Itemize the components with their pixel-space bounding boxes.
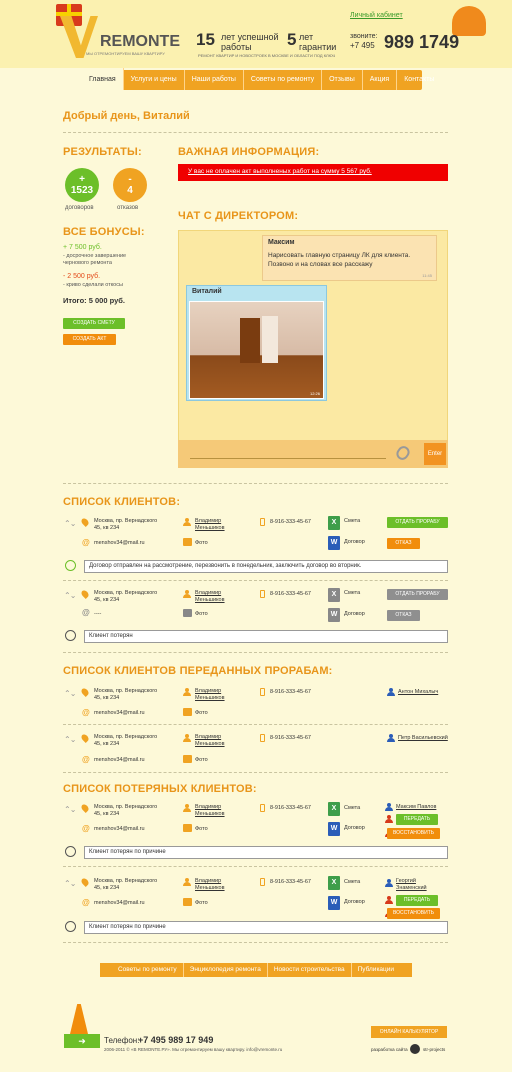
- footer-link-news[interactable]: Новости строительства: [268, 963, 352, 977]
- client-note[interactable]: Клиент потерян по причине: [84, 921, 448, 934]
- contracts-value: + 1523: [70, 174, 94, 196]
- phone-icon: [260, 590, 265, 598]
- excel-icon[interactable]: X: [328, 802, 340, 816]
- cabinet-link[interactable]: Личный кабинет: [350, 12, 403, 19]
- cone-icon: [70, 1004, 88, 1034]
- developer-name[interactable]: str-projects: [423, 1047, 446, 1052]
- create-estimate-button[interactable]: СОЗДАТЬ СМЕТУ: [63, 318, 125, 329]
- client-phone: 8-916-333-45-67: [270, 519, 311, 525]
- client-name[interactable]: Владимир Меньшиков: [195, 878, 225, 891]
- sort-arrows-icon[interactable]: ⌃⌄: [64, 591, 76, 600]
- client-photo[interactable]: Фото: [195, 826, 208, 832]
- client-phone: 8-916-333-45-67: [270, 805, 311, 811]
- chat-message-owner: [262, 235, 437, 281]
- client-name[interactable]: Владимир Меньшиков: [195, 518, 225, 531]
- foreman-icon: [385, 879, 393, 887]
- clock-icon: [65, 921, 76, 932]
- email-icon: @: [82, 824, 90, 833]
- client-address: Москва, пр. Вернадского 45, кв 234: [94, 878, 158, 891]
- user-icon: [183, 804, 191, 812]
- bonus-total: Итого: 5 000 руб.: [63, 296, 125, 305]
- client-doc-contract[interactable]: Договор: [344, 539, 365, 545]
- menu-item-services[interactable]: Услуги и цены: [124, 70, 185, 90]
- give-foreman-button[interactable]: ОТДАТЬ ПРОРАБУ: [387, 589, 448, 600]
- excel-icon[interactable]: X: [328, 876, 340, 890]
- menu-item-home[interactable]: Главная: [82, 68, 124, 90]
- clock-icon: [65, 630, 76, 641]
- create-act-button[interactable]: СОЗДАТЬ АКТ: [63, 334, 116, 345]
- client-name[interactable]: Владимир Меньшиков: [195, 590, 225, 603]
- stats-subtitle: РЕМОНТ КВАРТИР И НОВОСТРОЕК В МОСКВЕ И ОБЛАСТИ ПОД КЛЮЧ: [198, 53, 336, 58]
- foreman-select-icon: [385, 896, 393, 904]
- photo-door: [240, 318, 260, 363]
- foreman-name[interactable]: Георгий Знаменский: [396, 878, 427, 891]
- photo-icon[interactable]: [183, 538, 192, 546]
- client-photo[interactable]: Фото: [195, 710, 208, 716]
- bonuses-title: ВСЕ БОНУСЫ:: [63, 226, 145, 238]
- results-title: РЕЗУЛЬТАТЫ:: [63, 146, 142, 158]
- client-doc-estimate[interactable]: Смета: [344, 805, 361, 811]
- user-icon: [183, 878, 191, 886]
- divider: [63, 772, 448, 773]
- foreman-name[interactable]: Петр Васильевский: [398, 735, 448, 741]
- email-icon: @: [82, 608, 90, 617]
- arrow-sign-icon: ➜: [64, 1034, 100, 1048]
- foreman-icon: [387, 734, 395, 742]
- mine-author: Виталий: [192, 288, 222, 295]
- client-address: Москва, пр. Вернадского 45, кв 234: [94, 590, 158, 603]
- footer-link-tips[interactable]: Советы по ремонту: [112, 963, 184, 977]
- logo-tagline: МЫ ОТРЕМОНТИРУЕМ ВАШУ КВАРТИРУ: [86, 51, 165, 56]
- stat-warranty-text: лет гарантии: [299, 32, 337, 52]
- client-email: menshov34@mail.ru: [94, 540, 145, 546]
- divider: [63, 580, 448, 581]
- footer-link-encyclopedia[interactable]: Энциклопедия ремонта: [184, 963, 268, 977]
- refusals-value: - 4: [127, 174, 133, 196]
- client-phone: 8-916-333-45-67: [270, 735, 311, 741]
- footer-link-publications[interactable]: Публикации: [357, 966, 395, 973]
- client-name[interactable]: Владимир Меньшиков: [195, 734, 225, 747]
- phone-icon: [260, 518, 265, 526]
- user-icon: [183, 590, 191, 598]
- excel-icon[interactable]: X: [328, 516, 340, 530]
- bonus-plus-amount: + 7 500 руб.: [63, 244, 102, 251]
- sort-arrows-icon[interactable]: ⌃⌄: [64, 519, 76, 528]
- sort-arrows-icon[interactable]: ⌃⌄: [64, 879, 76, 888]
- phone-icon: [260, 688, 265, 696]
- chat-title: ЧАТ С ДИРЕКТОРОМ:: [178, 210, 299, 222]
- transfer-button[interactable]: ПЕРЕДАТЬ: [396, 814, 438, 825]
- stat-years-text: лет успешной работы: [221, 32, 279, 52]
- restore-button[interactable]: ВОССТАНОВИТЬ: [387, 828, 440, 839]
- client-photo[interactable]: Фото: [195, 540, 208, 546]
- restore-button[interactable]: ВОССТАНОВИТЬ: [387, 908, 440, 919]
- lost-title: СПИСОК ПОТЕРЯНЫХ КЛИЕНТОВ:: [63, 783, 257, 795]
- refuse-button[interactable]: ОТКАЗ: [387, 538, 420, 549]
- clock-icon: [65, 846, 76, 857]
- client-email: ----: [94, 611, 102, 617]
- user-icon: [183, 518, 191, 526]
- client-phone: 8-916-333-45-67: [270, 689, 311, 695]
- menu-item-tips[interactable]: Советы по ремонту: [244, 70, 322, 90]
- stat-years-number: 15: [196, 30, 215, 49]
- foreman-name[interactable]: Максим Павлов: [396, 804, 437, 810]
- contracts-circle: [65, 168, 99, 202]
- user-icon: [183, 734, 191, 742]
- logo[interactable]: [60, 16, 190, 66]
- divider: [63, 942, 448, 943]
- client-note[interactable]: Договор отправлен на рассмотрение, перезвонить в понедельник, заключить договор во вторник.: [84, 560, 448, 573]
- footer-links-bar: [100, 963, 412, 977]
- send-button[interactable]: Enter: [424, 443, 446, 465]
- important-alert: [178, 164, 448, 181]
- client-phone: 8-916-333-45-67: [270, 879, 311, 885]
- divider: [63, 132, 448, 133]
- footer-copyright: 2006-2011 © «B REMONTE.РУ». Мы отремонтируем вашу квартиру. info@vremonte.ru: [104, 1047, 283, 1052]
- owner-author: Максим: [268, 239, 295, 246]
- word-icon[interactable]: W: [328, 608, 340, 622]
- location-icon: [80, 733, 90, 743]
- foreman-icon: [385, 803, 393, 811]
- phone-icon: [260, 804, 265, 812]
- excel-icon[interactable]: X: [328, 588, 340, 602]
- location-icon: [80, 517, 90, 527]
- chat-message-mine: [186, 285, 327, 401]
- client-address: Москва, пр. Вернадского 45, кв 234: [94, 518, 158, 531]
- menu-item-contacts[interactable]: Контакты: [404, 76, 435, 83]
- main-menu: [82, 70, 435, 90]
- client-photo[interactable]: Фото: [195, 757, 208, 763]
- greeting: Добрый день, Виталий: [63, 110, 190, 122]
- location-icon: [80, 589, 90, 599]
- email-icon: @: [82, 538, 90, 547]
- transferred-title: СПИСОК КЛИЕНТОВ ПЕРЕДАННЫХ ПРОРАБАМ:: [63, 665, 333, 677]
- footer-phone: +7 495 989 17 949: [138, 1035, 214, 1045]
- email-icon: @: [82, 755, 90, 764]
- photo-doorway: [262, 316, 278, 363]
- word-icon[interactable]: W: [328, 536, 340, 550]
- phone-prefix: +7 495: [350, 41, 375, 50]
- photo-icon[interactable]: [183, 755, 192, 763]
- client-email: menshov34@mail.ru: [94, 900, 145, 906]
- client-photo[interactable]: Фото: [195, 611, 208, 617]
- logo-name: REMONTE: [100, 33, 180, 50]
- menu-item-promo[interactable]: Акция: [363, 70, 397, 90]
- phone-number: 989 1749: [384, 32, 460, 52]
- client-name[interactable]: Владимир Меньшиков: [195, 804, 225, 817]
- sort-arrows-icon[interactable]: ⌃⌄: [64, 689, 76, 698]
- refuse-button[interactable]: ОТКАЗ: [387, 610, 420, 621]
- bonus-minus-amount: - 2 500 руб.: [63, 273, 101, 280]
- menu-item-works[interactable]: Наши работы: [185, 70, 244, 90]
- client-doc-estimate[interactable]: Смета: [344, 518, 361, 524]
- important-title: ВАЖНАЯ ИНФОРМАЦИЯ:: [178, 146, 320, 158]
- bonus-plus-note: - досрочное завершение чернового ремонта: [63, 253, 127, 266]
- divider: [63, 652, 448, 653]
- owner-time: 11:45: [422, 273, 432, 278]
- menu-item-reviews[interactable]: Отзывы: [322, 70, 363, 90]
- clients-title: СПИСОК КЛИЕНТОВ:: [63, 496, 181, 508]
- location-icon: [80, 687, 90, 697]
- call-label: звоните:: [350, 33, 378, 40]
- mine-time: 12:26: [309, 391, 320, 396]
- word-icon[interactable]: W: [328, 896, 340, 910]
- client-doc-contract[interactable]: Договор: [344, 611, 365, 617]
- client-email: menshov34@mail.ru: [94, 826, 145, 832]
- contracts-label: договоров: [65, 205, 94, 211]
- refusals-circle: [113, 168, 147, 202]
- client-note[interactable]: Клиент потерян: [84, 630, 448, 643]
- foreman-name[interactable]: Антон Михалыч: [398, 689, 439, 695]
- bonus-minus-note: - криво сделали откосы: [63, 282, 123, 288]
- client-phone: 8-916-333-45-67: [270, 591, 311, 597]
- user-icon: [183, 688, 191, 696]
- chat-input[interactable]: [190, 454, 386, 459]
- client-email: menshov34@mail.ru: [94, 710, 145, 716]
- client-doc-contract[interactable]: Договор: [344, 825, 365, 831]
- phone-icon: [260, 734, 265, 742]
- foreman-icon: [387, 688, 395, 696]
- developer-logo-icon: [410, 1044, 420, 1054]
- clock-icon: [65, 560, 76, 571]
- client-address: Москва, пр. Вернадского 45, кв 234: [94, 688, 158, 701]
- client-doc-estimate[interactable]: Смета: [344, 879, 361, 885]
- sort-arrows-icon[interactable]: ⌃⌄: [64, 805, 76, 814]
- email-icon: @: [82, 898, 90, 907]
- client-photo[interactable]: Фото: [195, 900, 208, 906]
- sort-arrows-icon[interactable]: ⌃⌄: [64, 735, 76, 744]
- photo-icon[interactable]: [183, 824, 192, 832]
- alert-link[interactable]: У вас не оплачен акт выполненых работ на сумму 5 567 руб.: [188, 168, 372, 175]
- divider: [63, 866, 448, 867]
- stat-warranty-number: 5: [287, 30, 297, 49]
- photo-icon[interactable]: [183, 898, 192, 906]
- room-photo[interactable]: [189, 301, 324, 399]
- photo-icon[interactable]: [183, 708, 192, 716]
- divider: [63, 724, 448, 725]
- client-note[interactable]: Клиент потерян по причине: [84, 846, 448, 859]
- foreman-select-icon: [385, 815, 393, 823]
- location-icon: [80, 803, 90, 813]
- photo-icon[interactable]: [183, 609, 192, 617]
- word-icon[interactable]: W: [328, 822, 340, 836]
- give-foreman-button[interactable]: ОТДАТЬ ПРОРАБУ: [387, 517, 448, 528]
- calculator-button[interactable]: ОНЛАЙН КАЛЬКУЛЯТОР: [371, 1026, 447, 1038]
- refusals-label: отказов: [117, 205, 139, 211]
- developer-label: разработка сайта: [371, 1047, 408, 1052]
- location-icon: [80, 877, 90, 887]
- client-address: Москва, пр. Вернадского 45, кв 234: [94, 734, 158, 747]
- client-doc-contract[interactable]: Договор: [344, 899, 365, 905]
- footer-phone-label: Телефон:: [104, 1036, 140, 1045]
- phone-icon: [260, 878, 265, 886]
- email-icon: @: [82, 708, 90, 717]
- client-name[interactable]: Владимир Меньшиков: [195, 688, 225, 701]
- client-doc-estimate[interactable]: Смета: [344, 590, 361, 596]
- client-email: menshov34@mail.ru: [94, 757, 145, 763]
- owner-text: Нарисовать главную страницу ЛК для клиента. Позвоно и на словах все расскажу: [268, 252, 411, 268]
- divider: [63, 483, 448, 484]
- transfer-button[interactable]: ПЕРЕДАТЬ: [396, 895, 438, 906]
- client-address: Москва, пр. Вернадского 45, кв 234: [94, 804, 158, 817]
